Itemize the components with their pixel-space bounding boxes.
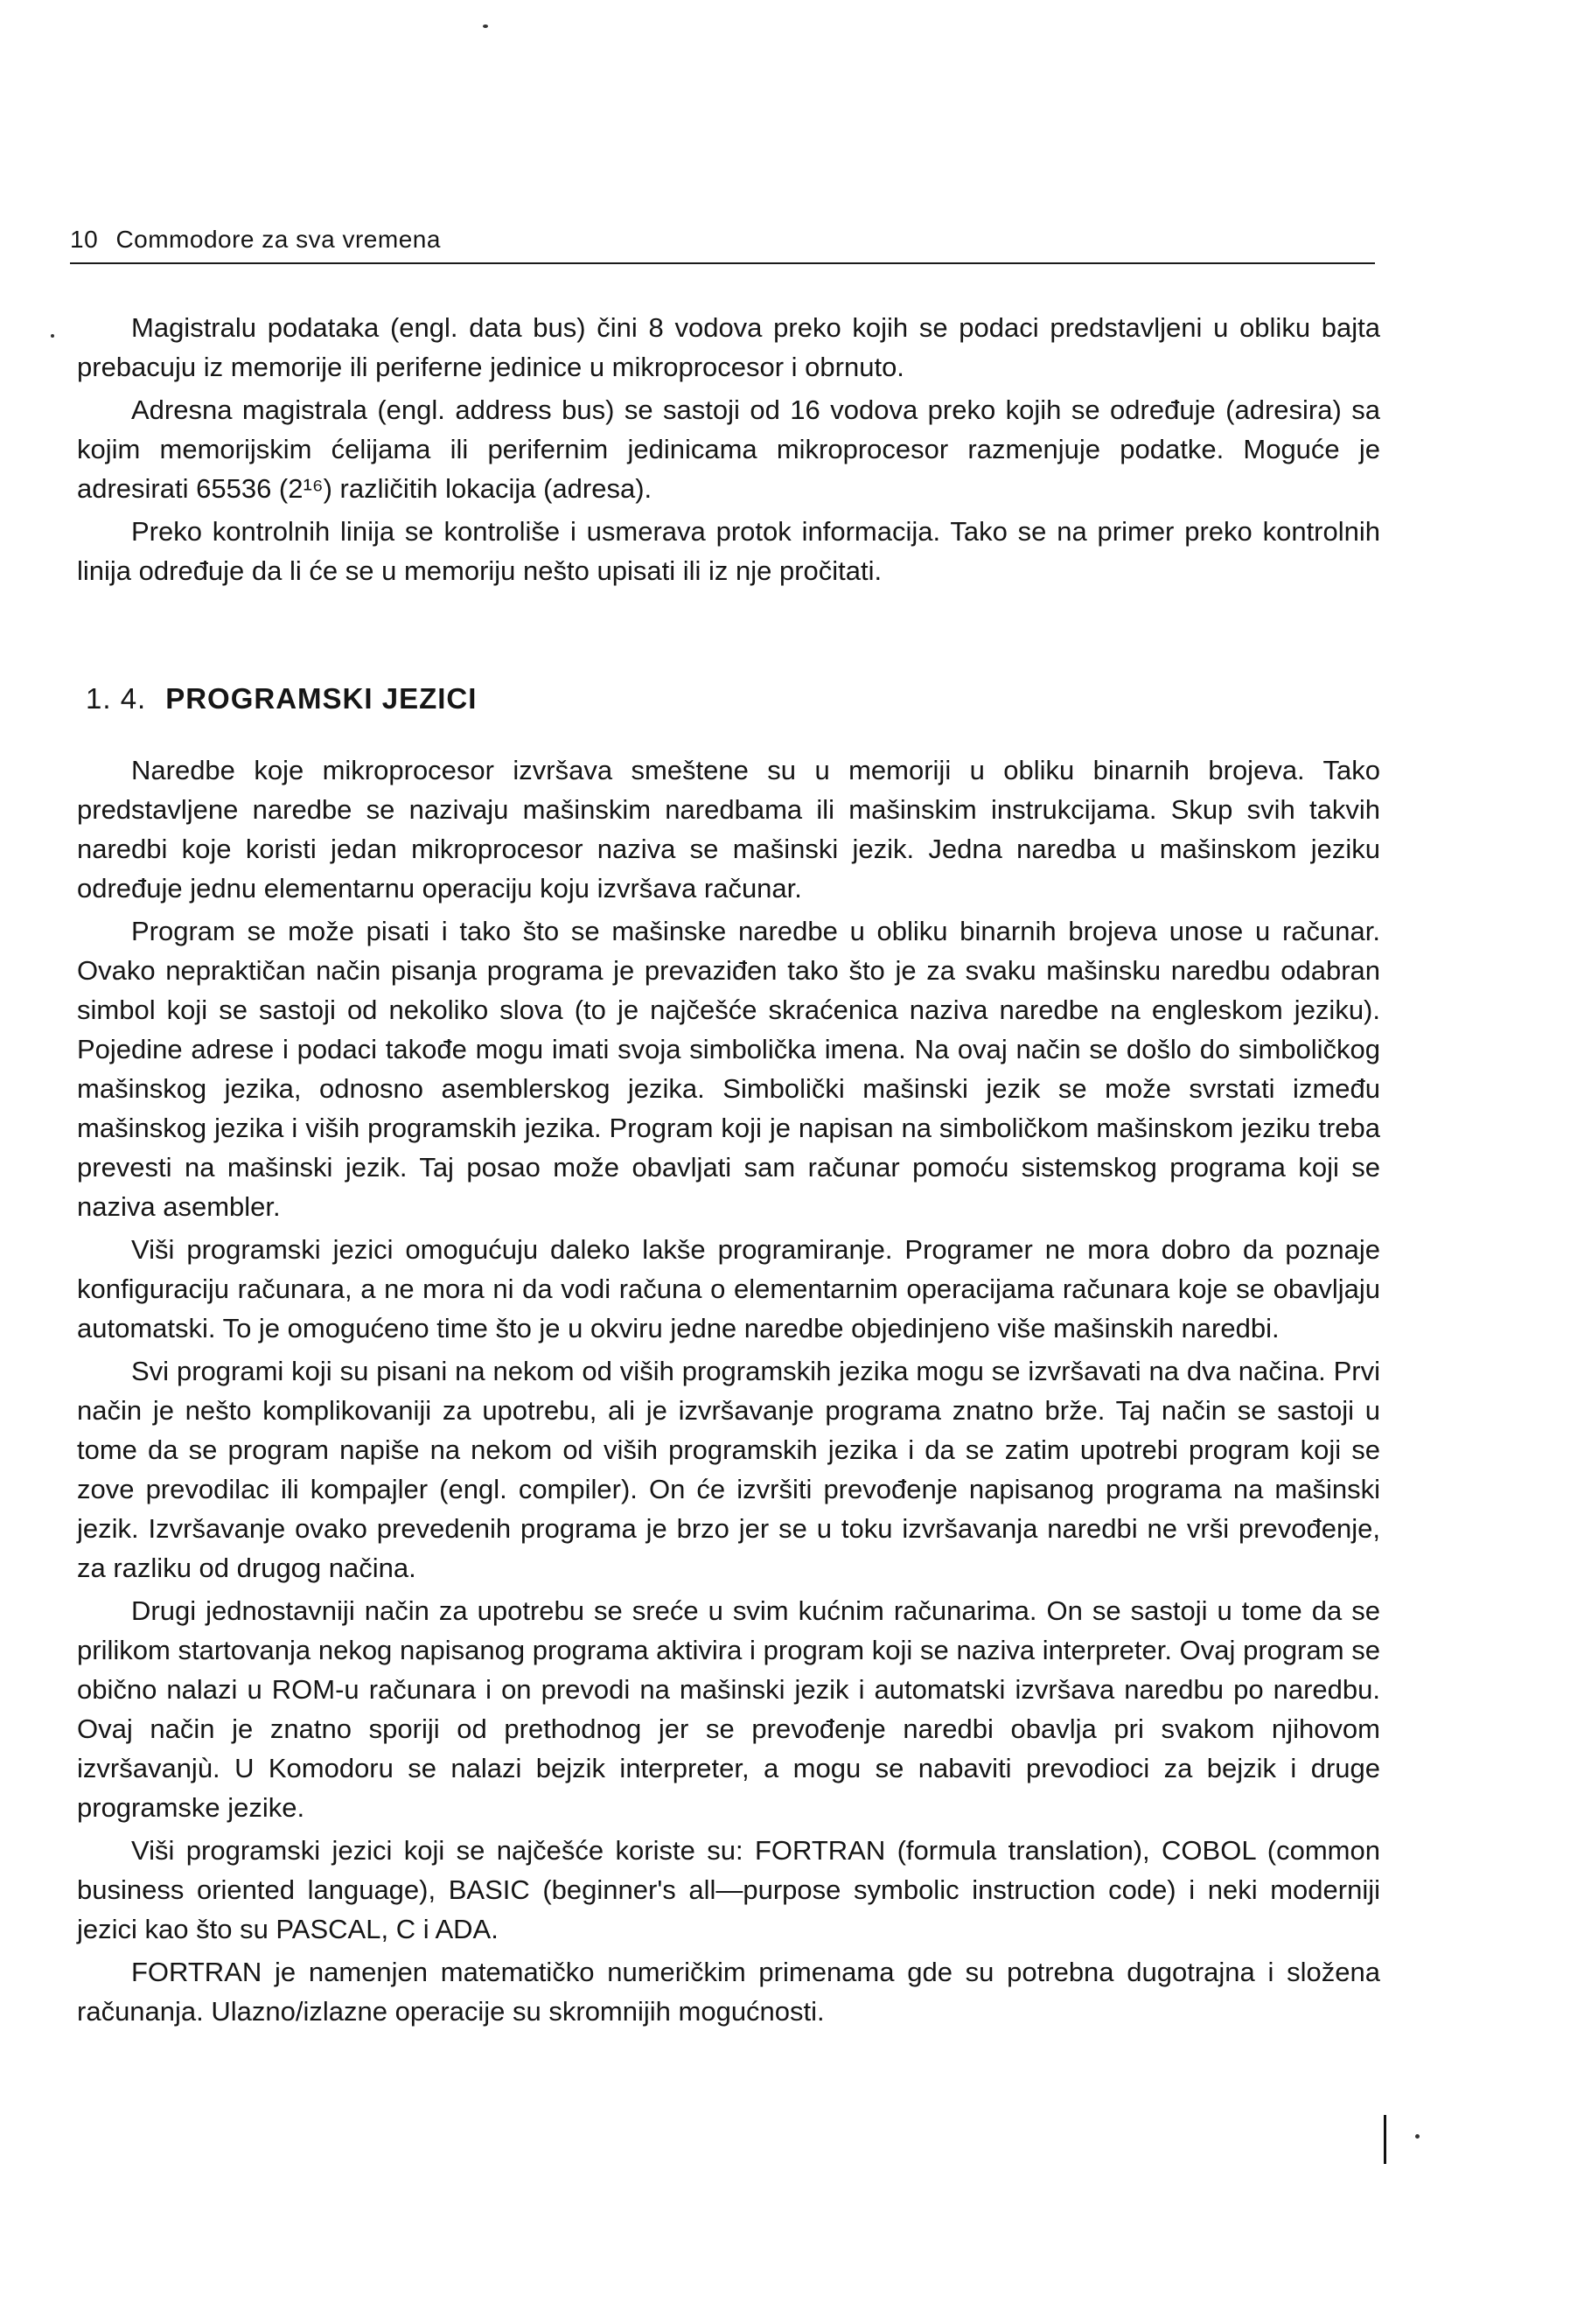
intro-text-block: [77, 308, 1380, 590]
paragraph-high-level-languages: Viši programski jezici omogućuju daleko lakše programiranje. Programer ne mora dobro da poznaje konfiguraciju računara, a ne mora ni da vodi računa o elementarnim operacijama računara koje se obavljaju automatski. To je omogućeno time što je u okviru jedne naredbe objedinjeno više mašinskih naredbi.: [77, 1234, 1380, 1343]
margin-change-bar: [1384, 2115, 1386, 2164]
running-header: [70, 226, 441, 254]
paragraph-data-bus: Magistralu podataka (engl. data bus) čini 8 vodova preko kojih se podaci predstavljeni u obliku bajta prebacuju iz memorije ili periferne jedinice u mikroprocesor i obrnuto.: [77, 312, 1380, 382]
scan-speck: [1415, 2134, 1420, 2139]
scan-speck: [483, 24, 488, 28]
paragraph-fortran: FORTRAN je namenjen matematičko numeričkim primenama gde su potrebna dugotrajna i složena računanja. Ulazno/izlazne operacije su skromnijih mogućnosti.: [77, 1957, 1380, 2027]
section-text-block: [77, 750, 1380, 2031]
paragraph-interpreter: Drugi jednostavniji način za upotrebu se sreće u svim kućnim računarima. On se sastoji u tome da se prilikom startovanja nekog napisanog programa aktivira i program koji se naziva interpreter. Ovaj program se obično nalazi u ROM-u računara i on prevodi na mašinski jezik i automatski izvršava naredbu po naredbu. Ovaj način je znatno sporiji od prethodnog jer se prevođenje naredbi obavlja pri svakom njihovom izvršavanjù. U Komodoru se nalazi bejzik interpreter, a mogu se nabaviti prevodioci za bejzik i druge programske jezike.: [77, 1595, 1380, 1823]
running-title: Commodore za sva vremena: [115, 226, 441, 253]
paragraph-control-lines: Preko kontrolnih linija se kontroliše i usmerava protok informacija. Tako se na primer preko kontrolnih linija određuje da li će se u memoriju nešto upisati ili iz nje pročitati.: [77, 516, 1380, 586]
paragraph-language-list: Viši programski jezici koji se najčešće koriste su: FORTRAN (formula translation), COBOL (common business oriented language), BASIC (beginner's all—purpose symbolic instruction code) i neki moderniji jezici kao što su PASCAL, C i ADA.: [77, 1835, 1380, 1944]
section-title: PROGRAMSKI JEZICI: [165, 682, 478, 715]
paragraph-machine-language: Naredbe koje mikroprocesor izvršava smeštene su u memoriji u obliku binarnih brojeva. Tako predstavljene naredbe se nazivaju mašinskim naredbama ili mašinskim instrukcijama. Skup svih takvih naredbi koje koristi jedan mikroprocesor naziva se mašinski jezik. Jedna naredba u mašinskom jeziku određuje jednu elementarnu operaciju koju izvršava računar.: [77, 755, 1380, 904]
page-number: 10: [70, 226, 99, 253]
header-rule: [70, 262, 1375, 264]
scan-speck: [51, 334, 54, 338]
paragraph-compiler: Svi programi koji su pisani na nekom od viših programskih jezika mogu se izvršavati na dva načina. Prvi način je nešto komplikovaniji za upotrebu, ali je izvršavanje programa znatno brže. Taj način se sastoji u tome da se program napiše na nekom od viših programskih jezika i da se zatim upotrebi program koji se zove prevodilac ili kompajler (engl. compiler). On će izvršiti prevođenje napisanog programa na mašinski jezik. Izvršavanje ovako prevedenih programa je brzo jer se u toku izvršavanja naredbi ne vrši prevođenje, za razliku od drugog načina.: [77, 1356, 1380, 1583]
paragraph-address-bus: Adresna magistrala (engl. address bus) se sastoji od 16 vodova preko kojih se određuje (adresira) sa kojim memorijskim ćelijama ili perifernim jedinicama mikroprocesor razmenjuje podatke. Moguće je adresirati 65536 (2¹⁶) različitih lokacija (adresa).: [77, 394, 1380, 504]
paragraph-assembly-language: Program se može pisati i tako što se mašinske naredbe u obliku binarnih brojeva unose u računar. Ovako nepraktičan način pisanja programa je prevaziđen tako što je za svaku mašinsku naredbu odabran simbol koji se sastoji od nekoliko slova (to je najčešće skraćenica naziva naredbe na engleskom jeziku). Pojedine adrese i podaci takođe mogu imati svoja simbolička imena. Na ovaj način se došlo do simboličkog mašinskog jezika, odnosno asemblerskog jezika. Simbolički mašinski jezik se može svrstati između mašinskog jezika i viših programskih jezika. Program koji je napisan na simboličkom mašinskom jeziku treba prevesti na mašinski jezik. Taj posao može obavljati sam računar pomoću sistemskog programa koji se naziva asembler.: [77, 916, 1380, 1222]
section-heading: [86, 682, 477, 715]
section-number: 1. 4.: [86, 682, 147, 715]
